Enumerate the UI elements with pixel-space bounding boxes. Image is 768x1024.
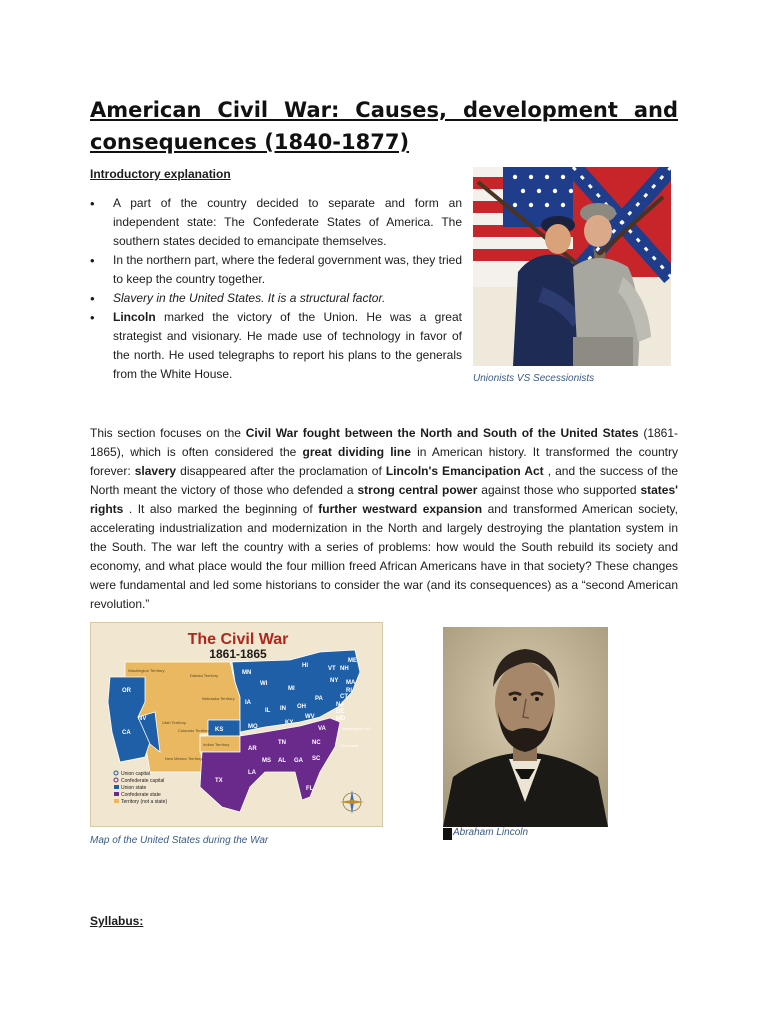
civil-war-map	[90, 622, 383, 827]
map-label-wi: WI	[260, 681, 268, 687]
map-label-in: IN	[280, 706, 286, 712]
bullet-text: marked the victory of the Union. He was a great strategist and visionary. He made use of technology in favor of the north. He used telegraphs to report his plans to the generals from the White House.	[113, 310, 462, 381]
map-label-nc: NC	[312, 740, 321, 746]
paragraph-text: disappeared after the proclamation of	[176, 464, 386, 478]
bullet-text: Slavery in the United States. It is a structural factor.	[113, 291, 386, 305]
map-label-ky: KY	[285, 720, 294, 726]
bullet-item	[90, 308, 462, 384]
paragraph-text: . It also marked the beginning of	[123, 502, 319, 516]
map-label-ma: MA	[346, 680, 356, 686]
document-title: American Civil War: Causes, development and consequences (1840-1877)	[90, 98, 678, 154]
map-label-de: DE	[336, 709, 345, 715]
legend-territory: Territory (not a state)	[121, 799, 168, 805]
map-label-richmond: Richmond	[340, 743, 359, 748]
map-label-hi: HI	[302, 663, 308, 669]
map-years: 1861-1865	[209, 647, 267, 661]
legend-union-capital: Union capital	[121, 771, 150, 777]
map-label-nv: NV	[138, 716, 147, 722]
map-label-or: OR	[122, 688, 131, 694]
photo-caption: Unionists VS Secessionists	[473, 373, 595, 384]
map-label-dakota: Dakota Territory	[190, 673, 219, 678]
map-label-ks: KS	[215, 727, 224, 733]
map-label-mo: MO	[248, 724, 258, 730]
map-label-tn: TN	[278, 740, 286, 746]
bullet-text: A part of the country decided to separate and form an independent state: The Confederate States of America. The southern states decided to emancipate themselves.	[113, 196, 462, 248]
legend-confederate-state: Confederate state	[121, 792, 161, 798]
map-label-al: AL	[278, 758, 286, 764]
portrait-caption: Abraham Lincoln	[453, 827, 529, 838]
bullet-bold: Lincoln	[113, 310, 156, 324]
legend-confederate-capital: Confederate capital	[121, 778, 165, 784]
map-label-nj: NJ	[336, 702, 344, 708]
map-label-nm: New Mexico Territory	[165, 756, 203, 761]
legend-union-state: Union state	[121, 785, 147, 791]
paragraph-text: This section focuses on the	[90, 426, 246, 440]
soldiers-illustration	[473, 167, 671, 366]
paragraph-text: and transformed American society, accelerating industrialization and modernization in the North and largely destroying the plantation system in the South. The war left the country with a series of problems: how would the South rebuild its society and economy, and what place would the four million freed African Americans have in that society? These changes were fundamental and led some historians to consider the war (and its consequences) as a “second American revolution.”	[90, 502, 678, 611]
paragraph-bold: slavery	[134, 464, 177, 478]
map-label-il: IL	[265, 708, 271, 714]
paragraph-bold: further westward expansion	[318, 502, 483, 516]
map-label-colorado: Colorado Territory	[178, 728, 210, 733]
bullet-item	[90, 251, 462, 289]
paragraph-text: in American history. It transformed the country forever:	[90, 445, 679, 478]
map-label-nebraska: Nebraska Territory	[202, 696, 235, 701]
map-label-me: ME	[348, 658, 357, 664]
paragraph-bold: Lincoln's Emancipation Act	[385, 464, 544, 478]
map-label-mi: MI	[288, 686, 295, 692]
map-label-utah: Utah Territory	[162, 720, 186, 725]
bullet-text: In the northern part, where the federal government was, they tried to keep the country together.	[113, 253, 462, 286]
map-label-va: VA	[318, 726, 326, 732]
map-label-wv: WV	[305, 714, 315, 720]
map-label-mn: MN	[242, 670, 252, 676]
map-label-ar: AR	[248, 746, 257, 752]
map-label-wa: Washington Territory	[128, 668, 165, 673]
intro-bullet-list	[90, 194, 462, 384]
map-label-vt: VT	[328, 666, 336, 672]
map-label-fl: FL	[306, 786, 314, 792]
intro-heading: Introductory explanation	[90, 167, 231, 181]
paragraph-text: against those who supported	[477, 483, 641, 497]
bullet-item	[90, 289, 462, 308]
map-title: The Civil War	[187, 631, 289, 648]
map-label-pa: PA	[315, 696, 323, 702]
bullet-item	[90, 194, 462, 251]
paragraph-bold: Civil War fought between the North and South of the United States	[245, 426, 639, 440]
map-caption: Map of the United States during the War	[90, 835, 269, 846]
syllabus-heading: Syllabus:	[90, 914, 144, 928]
lincoln-portrait	[443, 627, 608, 827]
paragraph-bold: states' rights	[90, 483, 678, 516]
map-label-washington: Washington, DC	[342, 726, 371, 731]
map-label-oh: OH	[297, 704, 306, 710]
caption-marker	[443, 828, 452, 840]
map-label-indian: Indian Territory	[203, 742, 230, 747]
paragraph-bold: great dividing line	[302, 445, 411, 459]
main-paragraph	[90, 424, 678, 614]
paragraph-bold: strong central power	[357, 483, 478, 497]
map-label-ga: GA	[294, 758, 303, 764]
map-label-la: LA	[248, 770, 256, 776]
map-label-nh: NH	[340, 666, 349, 672]
map-label-ia: IA	[245, 700, 251, 706]
map-label-ms: MS	[262, 758, 271, 764]
map-label-ri: RI	[346, 688, 352, 694]
map-label-md: MD	[336, 716, 346, 722]
paragraph-text: , and the success of the North meant the victory of those who defended a	[90, 464, 679, 497]
map-label-ny: NY	[330, 678, 339, 684]
map-label-tx: TX	[215, 778, 223, 784]
map-label-sc: SC	[312, 756, 321, 762]
map-label-ca: CA	[122, 730, 131, 736]
map-label-ct: CT	[340, 694, 348, 700]
paragraph-text: (1861-1865), which is often considered the	[90, 426, 679, 459]
